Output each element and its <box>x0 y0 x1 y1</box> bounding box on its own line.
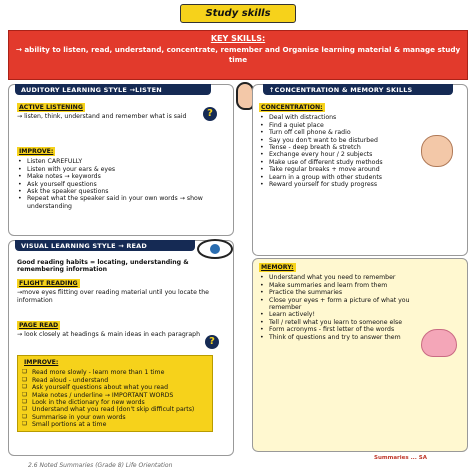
memory-list <box>259 274 419 341</box>
key-skills-body: → ability to listen, read, understand, concentrate, remember and Organise learning material & manage study time <box>15 45 461 64</box>
page-title: Study skills <box>180 4 296 23</box>
concentration-title-bar <box>263 84 453 95</box>
list-item: • Close your eyes + form a picture of what you remember <box>267 297 419 312</box>
brain-icon <box>421 329 457 357</box>
footer-note: 2.6 Noted Summaries (Grade 8) Life Orientation <box>28 462 173 469</box>
list-item: • Listen with your ears & eyes <box>25 166 217 173</box>
good-reading-habits: Good reading habits = locating, understanding & remembering information <box>17 259 189 274</box>
list-item: • Find a quiet place <box>267 122 459 129</box>
auditory-improve-label: IMPROVE: <box>19 148 54 155</box>
list-item: • Ask the speaker questions <box>25 188 217 195</box>
list-item: • Practice the summaries <box>267 289 419 296</box>
question-mark-icon: ? <box>205 335 219 349</box>
concentration-box <box>252 84 468 256</box>
key-skills-banner <box>8 30 468 80</box>
visual-box <box>8 240 234 456</box>
list-item: ❏ Look in the dictionary for new words <box>30 399 208 406</box>
list-item: • Reward yourself for study progress <box>267 181 459 188</box>
list-item: ❏ Summarise in your own words <box>30 414 208 421</box>
list-item: • Tell / retell what you learn to someone else <box>267 319 419 326</box>
list-item: • Repeat what the speaker said in your own words → show understanding <box>25 195 217 210</box>
eye-icon <box>197 239 233 259</box>
flight-reading-label: FLIGHT READING <box>19 280 78 287</box>
active-listening-text: → listen, think, understand and remember what is said <box>17 113 187 121</box>
auditory-improve-list <box>17 158 217 210</box>
visual-improve-label: IMPROVE: <box>24 359 59 366</box>
concentration-title: ↑CONCENTRATION & MEMORY SKILLS <box>269 86 413 94</box>
list-item: • Learn in a group with other students <box>267 174 459 181</box>
memory-label: MEMORY: <box>261 264 294 271</box>
list-item: • Form acronyms - first letter of the words <box>267 326 419 333</box>
auditory-box <box>8 84 234 236</box>
list-item: • Ask yourself questions <box>25 181 217 188</box>
head-icon <box>421 135 453 167</box>
question-mark-icon: ? <box>203 107 217 121</box>
list-item: ❏ Ask yourself questions about what you read <box>30 384 208 391</box>
auditory-title-bar <box>15 84 211 95</box>
list-item: • Take regular breaks + move around <box>267 166 459 173</box>
page-read-label: PAGE READ <box>19 322 59 329</box>
list-item: ❏ Make notes / underline → IMPORTANT WORDS <box>30 392 208 399</box>
list-item: • Make notes → keywords <box>25 173 217 180</box>
list-item: ❏ Read more slowly - learn more than 1 time <box>30 369 208 376</box>
list-item: • Think of questions and try to answer them <box>267 334 419 341</box>
list-item: • Learn actively! <box>267 311 419 318</box>
active-listening-label: ACTIVE LISTENING <box>19 104 83 111</box>
list-item: • Tense - deep breath & stretch <box>267 144 459 151</box>
list-item: • Exchange every hour / 2 subjects <box>267 151 459 158</box>
memory-box <box>252 258 468 452</box>
brand-logo: Summaries ... SA <box>374 455 427 461</box>
flight-reading-text: →move eyes flitting over reading material until you locate the information <box>17 289 209 304</box>
auditory-title: AUDITORY LEARNING STYLE →LISTEN <box>21 86 162 94</box>
list-item: • Understand what you need to remember <box>267 274 419 281</box>
key-skills-heading: KEY SKILLS: <box>210 34 266 43</box>
list-item: • Make use of different study methods <box>267 159 459 166</box>
list-item: ❏ Read aloud - understand <box>30 377 208 384</box>
visual-title: VISUAL LEARNING STYLE → READ <box>21 242 148 250</box>
list-item: • Say you don't want to be disturbed <box>267 137 459 144</box>
list-item: • Turn off cell phone & radio <box>267 129 459 136</box>
list-item: ❏ Small portions at a time <box>30 421 208 428</box>
list-item: • Listen CAREFULLY <box>25 158 217 165</box>
list-item: • Deal with distractions <box>267 114 459 121</box>
list-item: ❏ Understand what you read (don't skip difficult parts) <box>30 406 208 413</box>
visual-title-bar <box>15 240 195 251</box>
concentration-label: CONCENTRATION: <box>261 104 323 111</box>
page-read-text: → look closely at headings & main ideas in each paragraph <box>17 331 200 339</box>
visual-improve-list <box>22 369 208 428</box>
list-item: • Make summaries and learn from them <box>267 282 419 289</box>
